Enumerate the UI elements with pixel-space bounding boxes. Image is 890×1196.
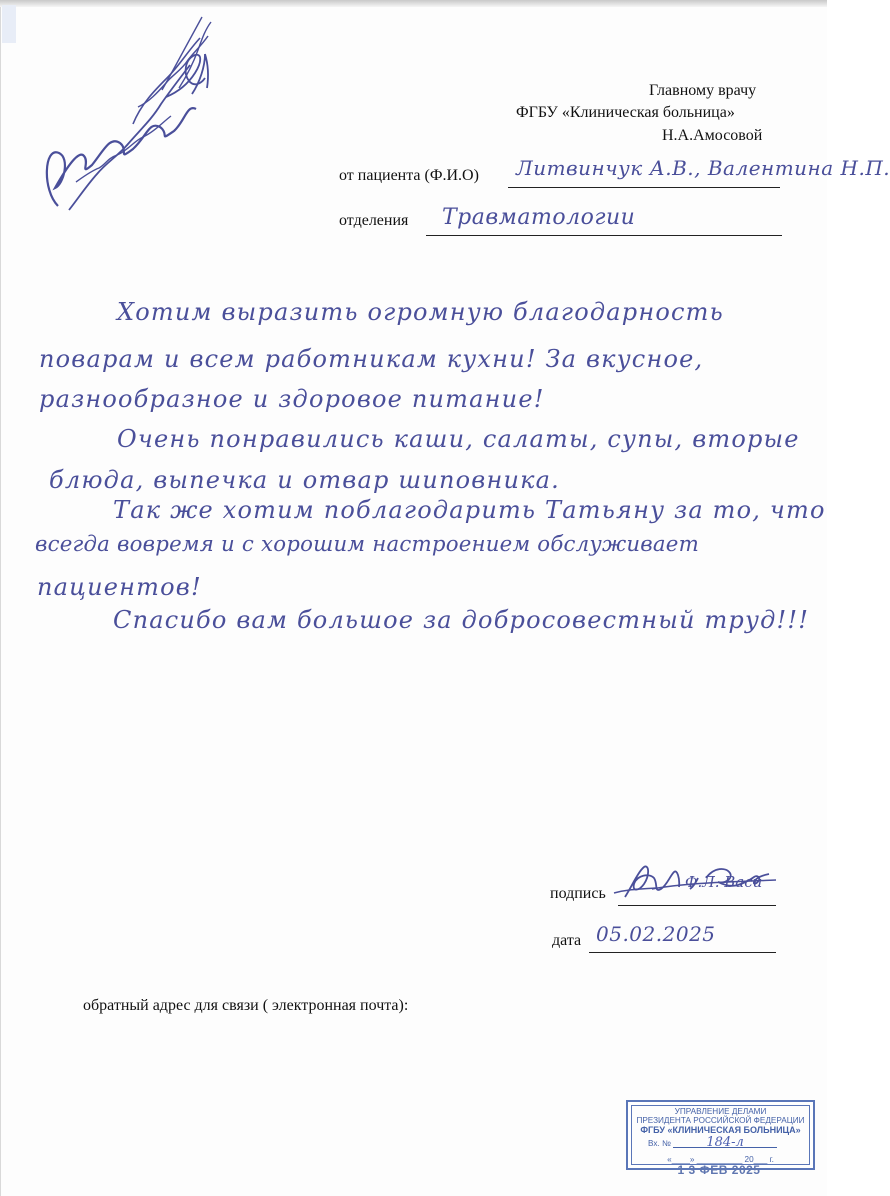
stamp-line-1: УПРАВЛЕНИЕ ДЕЛАМИ — [674, 1107, 767, 1116]
patient-name-label: от пациента (Ф.И.О) — [339, 167, 479, 184]
stamp-date: 1 3 ФЕВ 2025 — [677, 1163, 761, 1177]
date-line — [589, 952, 776, 953]
department-label: отделения — [339, 212, 409, 229]
date-label: дата — [552, 932, 582, 949]
patient-name-line — [508, 187, 780, 188]
addressee-organization: ФГБУ «Клиническая больница» — [516, 104, 735, 121]
letter-line-4: Очень понравились каши, салаты, супы, вторые — [117, 425, 800, 453]
stamp-incoming-number: 184-л — [673, 1138, 777, 1148]
letter-line-5: блюда, выпечка и отвар шиповника. — [49, 466, 560, 494]
resolution-signature — [34, 8, 224, 223]
letter-line-8: пациентов! — [37, 573, 202, 601]
letter-line-3: разнообразное и здоровое питание! — [39, 385, 545, 413]
letter-line-9: Спасибо вам большое за добросовестный труд!!! — [113, 606, 810, 634]
stamp-line-5: «____» __________ 20___ г. — [667, 1155, 774, 1164]
addressee-title: Главному врачу — [649, 82, 757, 99]
stamp-line-2: ПРЕЗИДЕНТА РОССИЙСКОЙ ФЕДЕРАЦИИ — [636, 1116, 805, 1125]
scan-top-edge — [0, 0, 827, 7]
return-address-label: обратный адрес для связи ( электронная почта): — [83, 997, 409, 1014]
registration-stamp — [626, 1100, 815, 1170]
addressee-name: Н.А.Амосовой — [662, 127, 763, 144]
scan-corner-mark — [2, 5, 16, 43]
date-value: 05.02.2025 — [596, 922, 716, 946]
signature-text: Ф.Л. Васи — [685, 873, 763, 891]
letter-line-1: Хотим выразить огромную благодарность — [117, 298, 724, 326]
letter-line-2: поварам и всем работникам кухни! За вкусное, — [39, 345, 704, 373]
patient-name-value: Литвинчук А.В., Валентина Н.П. — [516, 156, 890, 180]
letter-line-6: Так же хотим поблагодарить Татьяну за то, что — [113, 496, 826, 524]
signature-label: подпись — [550, 885, 606, 902]
handwritten-signature — [612, 858, 786, 910]
stamp-incoming-label: Вх. № — [648, 1139, 671, 1148]
letter-line-7: всегда вовремя и с хорошим настроением обслуживает — [35, 532, 699, 557]
stamp-line-3: ФГБУ «КЛИНИЧЕСКАЯ БОЛЬНИЦА» — [640, 1125, 801, 1135]
department-line — [426, 235, 782, 236]
department-value: Травматологии — [442, 205, 636, 230]
